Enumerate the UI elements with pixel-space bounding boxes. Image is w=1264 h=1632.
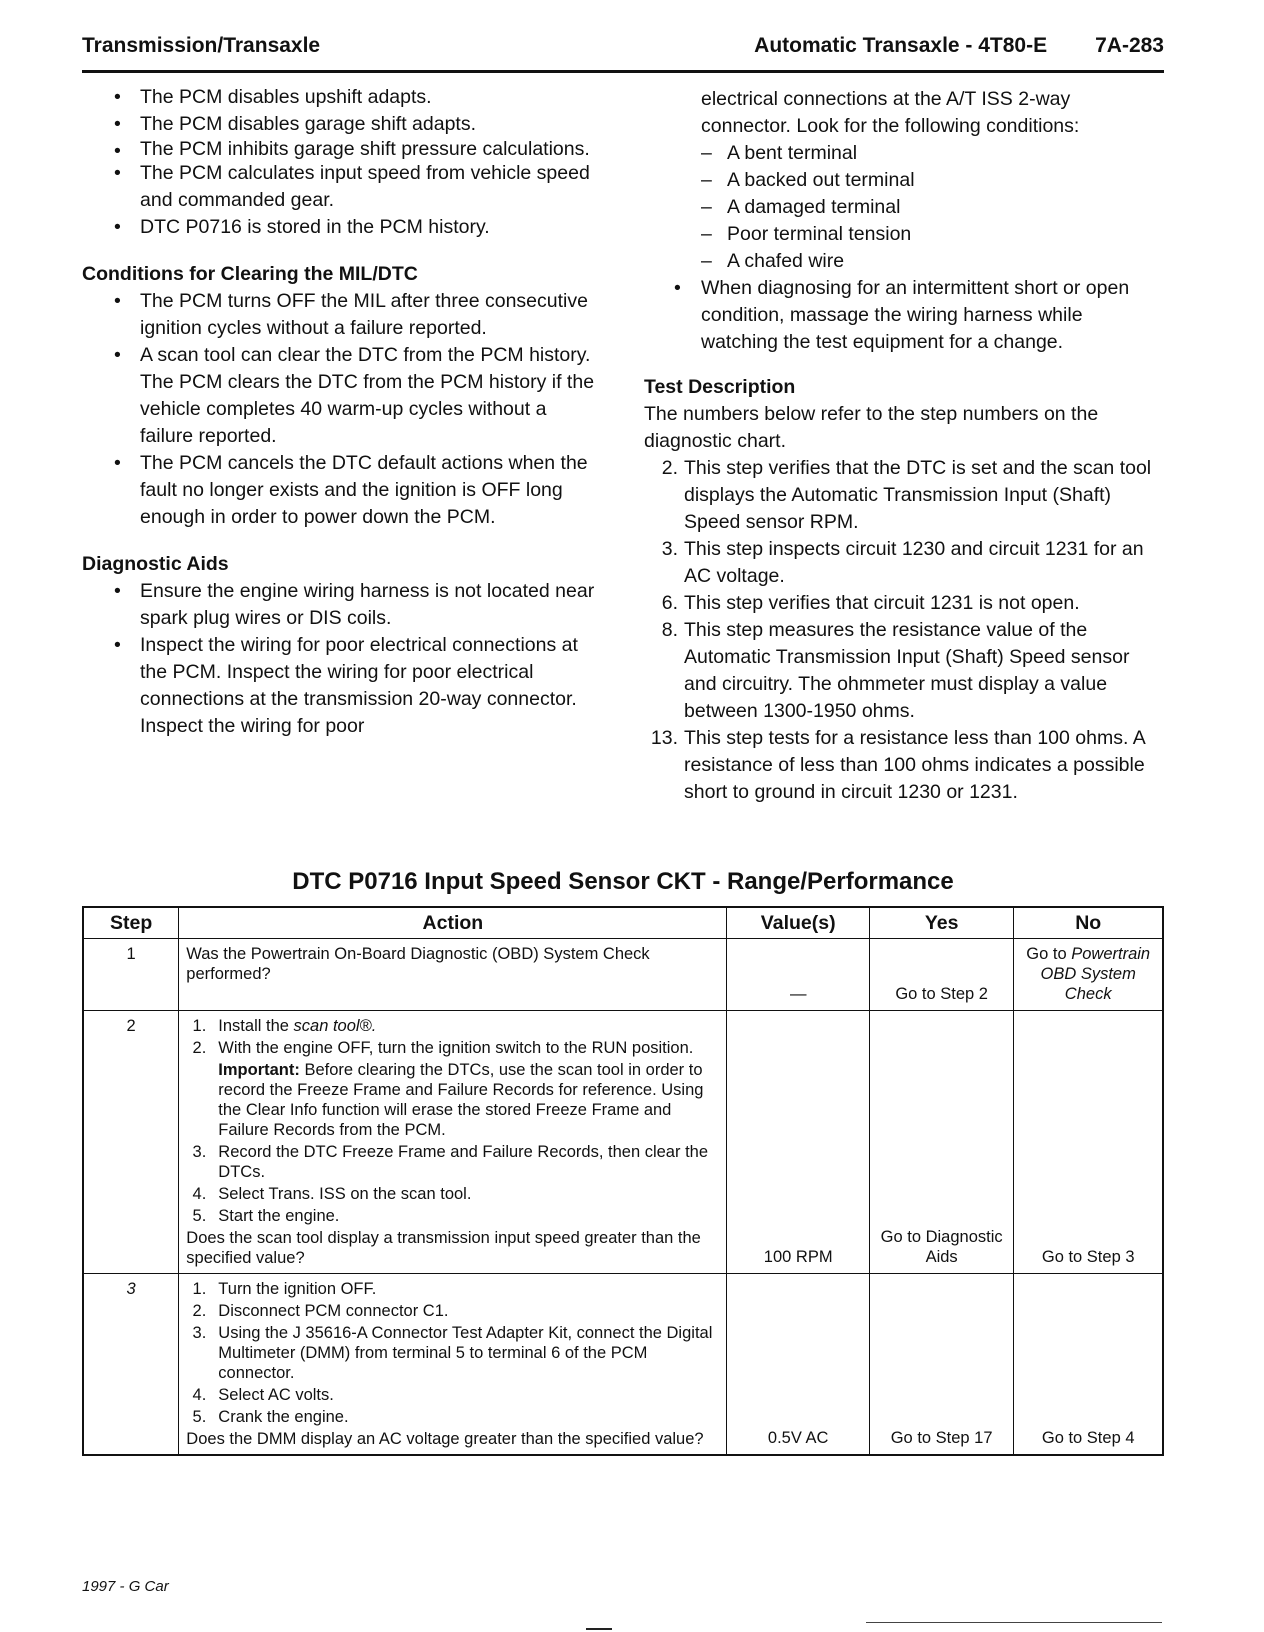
list-item: – A damaged terminal	[644, 194, 1164, 221]
list-item: • Inspect the wiring for poor electrical connections at the PCM. Inspect the wiring for poor electrical connections at the transmission 20-way connector. Inspect the wiring for poor	[82, 632, 602, 740]
intro-bullet-list	[82, 84, 602, 241]
table-title: DTC P0716 Input Speed Sensor CKT - Range/Performance	[292, 868, 954, 895]
header-right	[754, 34, 1164, 58]
header-step: Step	[83, 907, 179, 939]
aids-bullet-list	[82, 578, 602, 740]
action-step: 2. With the engine OFF, turn the ignition switch to the RUN position.	[192, 1039, 694, 1057]
no-cell: Go to Step 3	[1014, 1011, 1163, 1274]
action-step: 4. Select AC volts.	[192, 1386, 334, 1404]
list-item: • The PCM calculates input speed from vehicle speed and commanded gear.	[82, 160, 602, 214]
list-item: • The PCM turns OFF the MIL after three consecutive ignition cycles without a failure reported.	[82, 288, 602, 342]
list-item: • The PCM disables garage shift adapts.	[82, 111, 602, 138]
test-intro: The numbers below refer to the step numbers on the diagnostic chart.	[644, 403, 1099, 452]
yes-cell: Go to Diagnostic Aids	[869, 1011, 1013, 1274]
step-cell: 1	[83, 939, 179, 1011]
footer-mark	[586, 1628, 612, 1630]
list-item: • The PCM inhibits garage shift pressure calculations.	[82, 138, 602, 160]
test-description-heading: Test Description	[644, 376, 796, 398]
section-title: Transmission/Transaxle	[82, 34, 321, 57]
list-item: 6. This step verifies that circuit 1231 is not open.	[661, 592, 1080, 614]
action-step: 3. Using the J 35616-A Connector Test Adapter Kit, connect the Digital Multimeter (DMM) from terminal 5 to terminal 6 of the PCM connector.	[192, 1324, 713, 1382]
header-values: Value(s)	[727, 907, 869, 939]
yes-cell: Go to Step 2	[869, 939, 1013, 1011]
footer-rule	[866, 1622, 1162, 1624]
action-step: 1. Install the scan tool®.	[192, 1017, 377, 1035]
list-item: • A scan tool can clear the DTC from the PCM history. The PCM clears the DTC from the PCM history if the vehicle completes 40 warm-up cycles without a failure reported.	[82, 342, 602, 450]
list-item: • DTC P0716 is stored in the PCM history.	[82, 214, 602, 241]
no-cell: Go to Powertrain OBD System Check	[1014, 939, 1163, 1011]
page-header	[82, 34, 1164, 73]
action-question: Was the Powertrain On-Board Diagnostic (OBD) System Check performed?	[186, 945, 650, 983]
table-row	[83, 1274, 1163, 1456]
important-note: Important: Before clearing the DTCs, use the scan tool in order to record the Freeze Frame and Failure Records for reference. Using the Clear Info function will erase the stored Freeze Frame and Failure Records from the PCM.	[218, 1061, 704, 1139]
value-cell: —	[727, 939, 869, 1011]
header-no: No	[1014, 907, 1163, 939]
step-cell: 2	[83, 1011, 179, 1274]
no-cell: Go to Step 4	[1014, 1274, 1163, 1456]
footer-vehicle: 1997 - G Car	[82, 1578, 169, 1595]
page-number: 7A-283	[1095, 34, 1164, 57]
list-item: 2. This step verifies that the DTC is set and the scan tool displays the Automatic Transmission Input (Shaft) Speed sensor RPM.	[661, 457, 1152, 533]
action-cell	[179, 939, 727, 1011]
action-cell	[179, 1274, 727, 1456]
clearing-heading: Conditions for Clearing the MIL/DTC	[82, 263, 418, 285]
action-step: 2. Disconnect PCM connector C1.	[192, 1302, 449, 1320]
table-row	[83, 939, 1163, 1011]
header-action: Action	[179, 907, 727, 939]
dtc-table	[82, 906, 1164, 1456]
right-column	[644, 86, 1164, 806]
step-cell: 3	[83, 1274, 179, 1456]
table-row	[83, 1011, 1163, 1274]
action-step: 4. Select Trans. ISS on the scan tool.	[192, 1185, 472, 1203]
list-item: 8. This step measures the resistance value of the Automatic Transmission Input (Shaft) Speed sensor and circuitry. The ohmmeter must display a value between 1300-1950 ohms.	[661, 619, 1130, 722]
list-item: – Poor terminal tension	[644, 221, 1164, 248]
list-item: – A bent terminal	[644, 140, 1164, 167]
list-item: – A backed out terminal	[644, 167, 1164, 194]
value-cell: 0.5V AC	[727, 1274, 869, 1456]
left-column	[82, 84, 602, 740]
header-yes: Yes	[869, 907, 1013, 939]
action-step: 5. Crank the engine.	[192, 1408, 349, 1426]
action-step: 3. Record the DTC Freeze Frame and Failure Records, then clear the DTCs.	[192, 1143, 709, 1181]
action-cell	[179, 1011, 727, 1274]
action-step: 1. Turn the ignition OFF.	[192, 1280, 377, 1298]
list-item: – A chafed wire	[644, 248, 1164, 275]
list-item: • The PCM disables upshift adapts.	[82, 84, 602, 111]
action-question: Does the DMM display an AC voltage greater than the specified value?	[186, 1430, 704, 1448]
table-header-row	[83, 907, 1163, 939]
yes-cell: Go to Step 17	[869, 1274, 1013, 1456]
action-step: 5. Start the engine.	[192, 1207, 340, 1225]
list-item: • Ensure the engine wiring harness is not located near spark plug wires or DIS coils.	[82, 578, 602, 632]
test-steps-list	[644, 455, 1164, 806]
value-cell: 100 RPM	[727, 1011, 869, 1274]
action-question: Does the scan tool display a transmission input speed greater than the specified value?	[186, 1229, 701, 1267]
conditions-list	[644, 140, 1164, 275]
continued-paragraph: electrical connections at the A/T ISS 2-way connector. Look for the following conditions:	[701, 88, 1080, 137]
diagnostic-aids-heading: Diagnostic Aids	[82, 553, 229, 575]
list-item: • The PCM cancels the DTC default actions when the fault no longer exists and the ignition is OFF long enough in order to power down the PCM.	[82, 450, 602, 531]
list-item: • When diagnosing for an intermittent short or open condition, massage the wiring harness while watching the test equipment for a change.	[644, 275, 1164, 356]
clearing-bullet-list	[82, 288, 602, 531]
manual-title: Automatic Transaxle - 4T80-E	[754, 34, 1048, 57]
list-item: 13. This step tests for a resistance less than 100 ohms. A resistance of less than 100 ohms indicates a possible short to ground in circuit 1230 or 1231.	[650, 727, 1145, 803]
list-item: 3. This step inspects circuit 1230 and circuit 1231 for an AC voltage.	[661, 538, 1144, 587]
intermittent-bullet-list	[644, 275, 1164, 356]
